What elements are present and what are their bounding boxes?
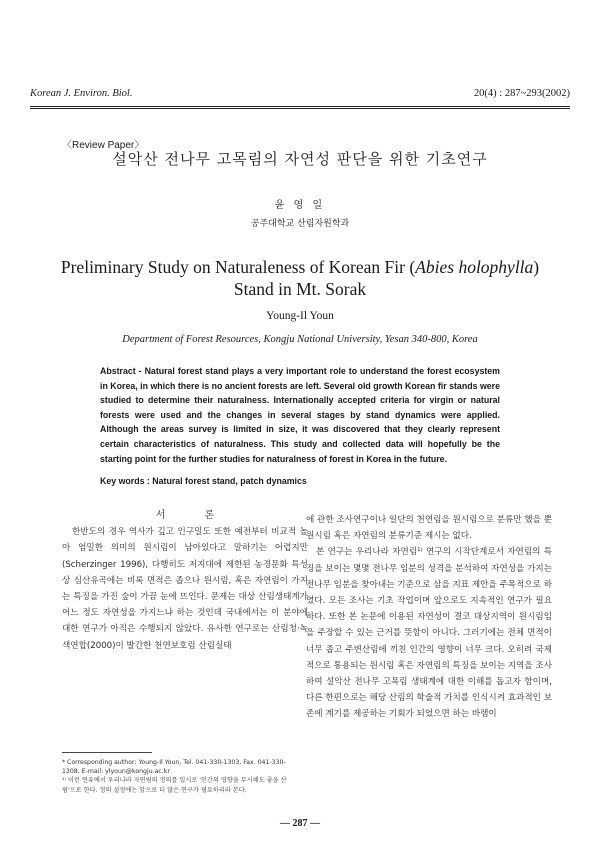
title-part: ) bbox=[533, 257, 540, 277]
footnote-corresponding: * Corresponding author: Young-Il Youn, Tel. 041-330-1303, Fax. 041-330-1308, E-mail: ylyoun@kongju.ac.kr bbox=[62, 759, 286, 776]
keywords: Key words : Natural forest stand, patch dynamics bbox=[100, 476, 307, 486]
header-rule-thin bbox=[30, 108, 570, 109]
paper-type-label: 〈Review Paper〉 bbox=[62, 140, 145, 151]
english-author: Young-Il Youn bbox=[266, 310, 334, 322]
footnote-1: ¹⁾ 이런 연유에서 우리나라 자연림의 정의를 일시로 '인간의 영향을 무시해도 좋을 산림'으로 한다. 정의 설정에는 앞으로 더 많은 연구가 필요하리라 본다. bbox=[62, 777, 287, 794]
korean-author: 윤 영 일 bbox=[274, 200, 326, 211]
english-title-line1 bbox=[0, 256, 600, 278]
korean-affiliation: 공주대학교 산림자원학과 bbox=[250, 219, 350, 229]
paragraph: 본 연구는 우리나라 자연림¹⁾ 연구의 시작단계로서 자연림의 특징을 보이는 몇몇 전나무 임분의 성격을 분석하여 자연성을 가지는 전나무 임분을 찾아내는 기준으로 삼을 지표 제안을 주목적으로 하였다. 모든 조사는 기초 작업이며 앞으로도 지속적인 연구가 필요하다. 또한 본 논문에 이용된 자연성이 결코 대상지역이 원시림임을 주장할 수 있는 근거를 뜻함이 아니다. 그러기에는 전체 면적이 너무 좁고 주변산림에 끼친 인간의 영향이 너무 크다. 오히려 국제적으로 통용되는 원시림 혹은 자연림의 특징을 보이는 지역을 조사하여 설악산 전나무 고목림 생태계에 대한 이해를 돕고자 함이며, 다른 한편으로는 해당 산림의 학술적 가치를 인식시켜 효과적인 보존에 계기를 제공하는 기회가 되었으면 하는 바램이 bbox=[306, 547, 552, 720]
volume-pages: 20(4) : 287~293(2002) bbox=[473, 88, 570, 99]
paragraph: 에 관한 조사연구이나 일단의 천연림을 원시림으로 분류만 했을 뿐 원시림 혹은 자연림의 분류기준 제시는 없다. bbox=[306, 515, 552, 542]
body-column-right bbox=[306, 512, 552, 723]
page-number: — 287 — bbox=[280, 818, 320, 829]
title-part: Preliminary Study on Naturaleness of Korean Fir ( bbox=[60, 257, 416, 277]
abstract: Abstract - Natural forest stand plays a very important role to understand the forest ecosystem in Korea, in which there is no ancient forests are left. Several old growth Korean fir stands were studied to determine their naturalness. Internationally accepted criteria for virgin or natural forests were used and the changes in several stages by stand dynamics were applied. Although the areas survey is limited in size, it was discovered that they clearly represent certain characteristics of naturalness. This study and collected data will hopefully be the starting point for the further studies for naturalness of forest in Korea in the future. bbox=[100, 366, 500, 464]
paragraph: 한반도의 경우 역사가 깊고 인구밀도 또한 예전부터 비교적 높아 엄밀한 의미의 원시림이 남아있다고 말하기는 어렵지만(Scherzinger 1996), 다행히도 저지대에 제한된 농경문화 특성상 심산유곡에는 비록 면적은 좁으나 원시림, 혹은 자연림이 가지는 특징을 가진 숲이 가끔 눈에 뜨인다. 문제는 대상 산림생태계가 어느 정도 자연성을 가지느냐 하는 것인데 국내에서는 이 분야에 대한 연구가 아직은 수행되지 않았다. 유사한 연구로는 산림청·녹색연합(2000)이 발간한 천연보호림 산림실태 bbox=[62, 527, 308, 651]
korean-title: 설악산 전나무 고목림의 자연성 판단을 위한 기초연구 bbox=[112, 150, 488, 168]
english-title-line2: Stand in Mt. Sorak bbox=[233, 279, 367, 299]
body-column-left bbox=[62, 508, 308, 654]
footnote-rule bbox=[62, 752, 152, 753]
english-title bbox=[0, 256, 600, 300]
scientific-name: Abies holophylla bbox=[415, 257, 534, 277]
journal-name: Korean J. Environ. Biol. bbox=[30, 88, 133, 99]
running-header bbox=[30, 88, 570, 99]
header-rule bbox=[30, 106, 570, 107]
footnotes bbox=[62, 752, 294, 795]
section-heading-introduction: 서 론 bbox=[155, 510, 233, 521]
english-affiliation: Department of Forest Resources, Kongju National University, Yesan 340-800, Korea bbox=[122, 334, 478, 345]
